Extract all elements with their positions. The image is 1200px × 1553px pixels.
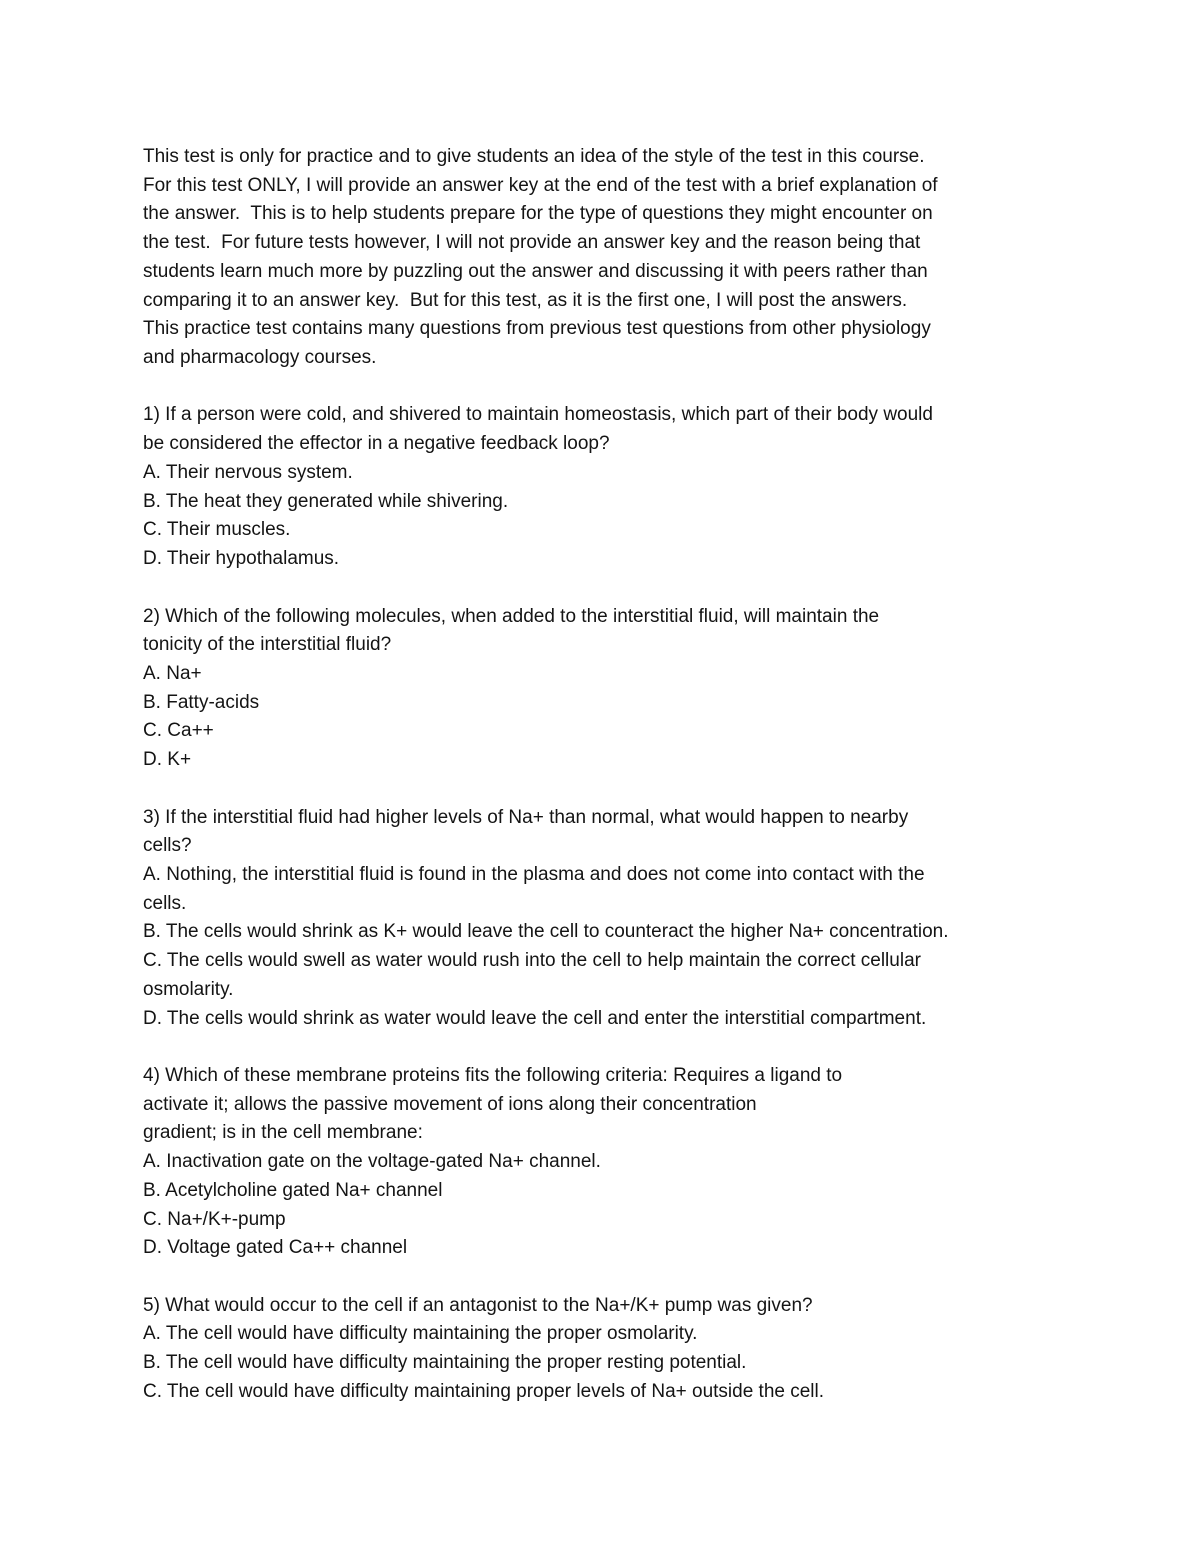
answer-option-line: B. The cell would have difficulty maintaining the proper resting potential. (143, 1352, 747, 1374)
answer-option-a (143, 1148, 1143, 1177)
answer-option-line: C. Their muscles. (143, 519, 291, 541)
question-5 (143, 1292, 1143, 1407)
intro-line: This practice test contains many questions from previous test questions from other physiology (143, 318, 931, 340)
answer-option-line: D. K+ (143, 749, 192, 771)
question-stem-line: cells? (143, 835, 192, 857)
question-4 (143, 1062, 1143, 1263)
question-1 (143, 401, 1143, 573)
answer-option-a (143, 861, 1143, 918)
answer-option-line: C. The cell would have difficulty maintaining proper levels of Na+ outside the cell. (143, 1380, 825, 1402)
answer-option-b (143, 918, 1143, 947)
answer-option-line: C. Na+/K+-pump (143, 1208, 286, 1230)
answer-option-a (143, 660, 1143, 689)
answer-option-d (143, 1005, 1143, 1034)
answer-option-c (143, 1378, 1143, 1407)
answer-option-line: cells. (143, 892, 187, 914)
answer-option-d (143, 1234, 1143, 1263)
answer-option-b (143, 488, 1143, 517)
question-stem-line: gradient; is in the cell membrane: (143, 1122, 423, 1144)
answer-option-a (143, 459, 1143, 488)
question-stem-line: tonicity of the interstitial fluid? (143, 634, 392, 656)
intro-line: students learn much more by puzzling out the answer and discussing it with peers rather than (143, 260, 928, 282)
intro-line: and pharmacology courses. (143, 347, 377, 369)
answer-option-c (143, 516, 1143, 545)
answer-option-c (143, 717, 1143, 746)
question-2 (143, 603, 1143, 775)
intro-line: For this test ONLY, I will provide an answer key at the end of the test with a brief explanation of (143, 174, 938, 196)
answer-option-c (143, 947, 1143, 1004)
question-stem-line: 2) Which of the following molecules, when added to the interstitial fluid, will maintain the (143, 605, 880, 627)
answer-option-d (143, 746, 1143, 775)
answer-option-line: A. Inactivation gate on the voltage-gated Na+ channel. (143, 1151, 601, 1173)
question-stem-line: 4) Which of these membrane proteins fits the following criteria: Requires a ligand to (143, 1065, 843, 1086)
answer-option-line: A. Their nervous system. (143, 461, 353, 483)
question-stem-line: 5) What would occur to the cell if an antagonist to the Na+/K+ pump was given? (143, 1294, 813, 1316)
intro-line: the test. For future tests however, I will not provide an answer key and the reason being that (143, 232, 921, 254)
question-3 (143, 804, 1143, 1034)
intro-paragraph (143, 143, 1143, 373)
answer-option-line: D. Voltage gated Ca++ channel (143, 1237, 408, 1259)
answer-option-line: A. The cell would have difficulty maintaining the proper osmolarity. (143, 1323, 698, 1345)
answer-option-line: B. The heat they generated while shivering. (143, 490, 509, 512)
document-body (143, 143, 1143, 1407)
answer-option-b (143, 689, 1143, 718)
answer-option-line: B. Fatty-acids (143, 691, 260, 713)
answer-option-line: D. Their hypothalamus. (143, 548, 340, 570)
answer-option-line: osmolarity. (143, 978, 234, 1000)
question-stem-line: be considered the effector in a negative feedback loop? (143, 433, 610, 455)
intro-line: This test is only for practice and to give students an idea of the style of the test in this course. (143, 146, 925, 167)
question-stem-line: 1) If a person were cold, and shivered to maintain homeostasis, which part of their body would (143, 404, 933, 426)
intro-line: the answer. This is to help students prepare for the type of questions they might encounter on (143, 203, 933, 225)
answer-option-line: A. Na+ (143, 662, 202, 684)
answer-option-line: D. The cells would shrink as water would leave the cell and enter the interstitial compartment. (143, 1007, 927, 1029)
answer-option-d (143, 545, 1143, 574)
answer-option-c (143, 1206, 1143, 1235)
question-stem-line: activate it; allows the passive movement of ions along their concentration (143, 1093, 757, 1115)
answer-option-line: B. Acetylcholine gated Na+ channel (143, 1179, 443, 1201)
intro-line: comparing it to an answer key. But for this test, as it is the first one, I will post the answers. (143, 289, 908, 311)
answer-option-b (143, 1349, 1143, 1378)
answer-option-line: B. The cells would shrink as K+ would leave the cell to counteract the higher Na+ concentration. (143, 921, 949, 943)
question-stem-line: 3) If the interstitial fluid had higher levels of Na+ than normal, what would happen to nearby (143, 806, 909, 828)
answer-option-line: C. The cells would swell as water would rush into the cell to help maintain the correct cellular (143, 950, 921, 972)
answer-option-line: A. Nothing, the interstitial fluid is found in the plasma and does not come into contact with the (143, 863, 925, 885)
answer-option-b (143, 1177, 1143, 1206)
answer-option-a (143, 1320, 1143, 1349)
answer-option-line: C. Ca++ (143, 720, 214, 742)
